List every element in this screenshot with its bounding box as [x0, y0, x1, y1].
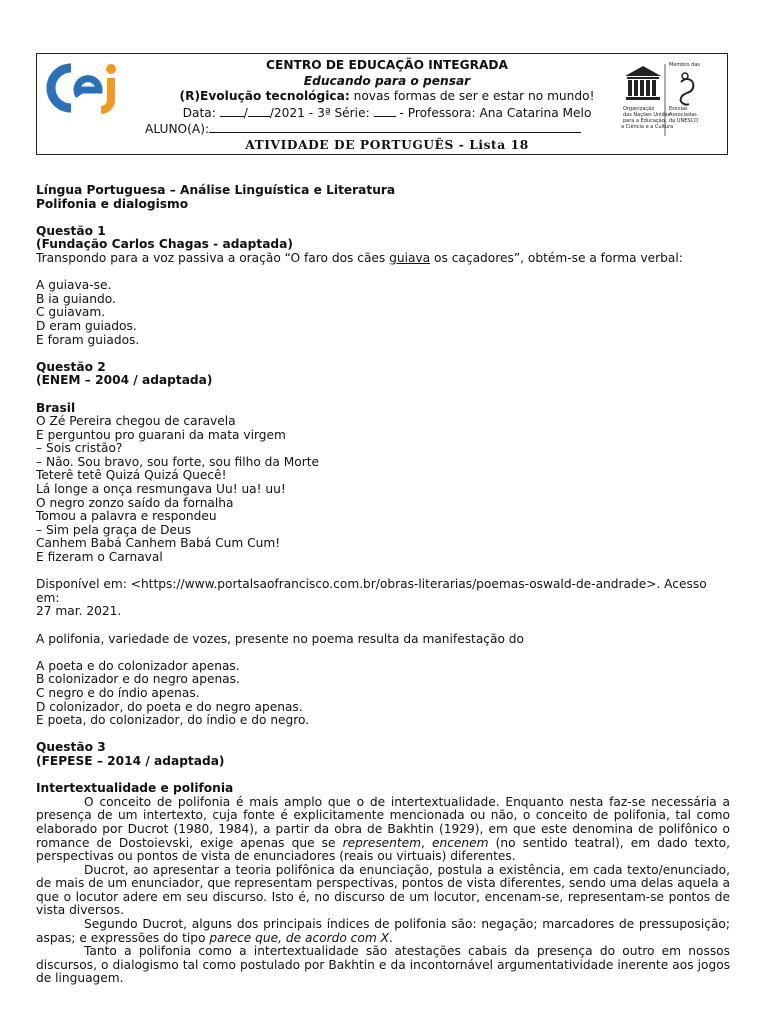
q1-title: Questão 1 [36, 223, 106, 238]
q2-source-line-1: Disponível em: <https://www.portalsaofrancisco.com.br/obras-literarias/poemas-oswald-de-andrade>. Acesso em: [36, 577, 707, 605]
poem-line: – Sim pela graça de Deus [36, 522, 192, 537]
month-field[interactable] [248, 105, 270, 117]
activity-title: ATIVIDADE DE PORTUGUÊS - Lista 18 [245, 137, 529, 152]
q3-p3-a: Segundo Ducrot, alguns dos principais índices de polifonia são: negação; marcadores de pressuposição; aspas; e expressões do tipo [36, 917, 730, 945]
q3-title: Questão 3 [36, 740, 106, 755]
q3-paragraph-2: Ducrot, ao apresentar a teoria polifônica da enunciação, postula a existência, em cada texto/enunciado, de mais de um enunciador, que representam perspectivas, pontos de vista diferentes, sendo uma delas aquela a que o locutor adere em seu discurso. Isto é, no discurso de um locutor, encenam-se, representam-se pontos de vista diversos. [36, 862, 730, 918]
student-label: ALUNO(A): [145, 122, 210, 136]
teacher-name: - Professora: Ana Catarina Melo [395, 105, 592, 120]
q2-source-line-2: 27 mar. 2021. [36, 604, 122, 619]
poem-line: Teterê tetê Quizá Quizá Quecê! [36, 468, 227, 483]
poem-line: Tomou a palavra e respondeu [36, 509, 217, 524]
date-sep: / [243, 105, 248, 120]
q2-title: Questão 2 [36, 359, 106, 374]
year-text: /2021 [269, 105, 305, 120]
poem-line: O negro zonzo saído da fornalha [36, 495, 234, 510]
unesco-school-1: Escolas [669, 106, 688, 112]
unesco-member: Membro das [669, 62, 700, 68]
date-line [137, 105, 637, 122]
q2-option-e[interactable]: E poeta, do colonizador, do índio e do negro. [36, 713, 310, 728]
poem-line: E fizeram o Carnaval [36, 550, 163, 565]
evolution-line [137, 89, 637, 105]
evolution-rest: novas formas de ser e estar no mundo! [349, 89, 595, 103]
q1-option-d[interactable]: D eram guiados. [36, 318, 137, 333]
q1-prompt-pre: Transpondo para a voz passiva a oração “O faro dos cães [36, 250, 390, 265]
unesco-seal [621, 58, 713, 138]
q1-prompt [36, 252, 730, 266]
q2-option-c[interactable]: C negro e do índio apenas. [36, 685, 200, 700]
subject-title: Língua Portuguesa – Análise Linguística e Literatura [36, 183, 396, 197]
day-field[interactable] [220, 105, 244, 117]
serie-field[interactable] [374, 105, 396, 117]
q2-option-d[interactable]: D colonizador, do poeta e do negro apenas. [36, 699, 303, 714]
q2-prompt: A polifonia, variedade de vozes, presente no poema resulta da manifestação do [36, 631, 524, 646]
q3-source: (FEPESE – 2014 / adaptada) [36, 753, 225, 768]
unesco-org-1: Organização [623, 106, 655, 112]
poem-line: Canhem Babá Canhem Babá Cum Cum! [36, 536, 281, 551]
student-field[interactable] [209, 121, 581, 133]
topic-title: Polifonia e dialogismo [36, 196, 189, 211]
poem-line: – Sois cristão? [36, 441, 123, 456]
q1-prompt-post: os caçadores”, obtém-se a forma verbal: [430, 250, 683, 265]
q3-p3-b: . [388, 930, 393, 945]
worksheet-content [36, 184, 730, 986]
q1-option-b[interactable]: B ia guiando. [36, 291, 116, 306]
school-name: CENTRO DE EDUCAÇÃO INTEGRADA [266, 58, 508, 72]
unesco-org-3: para a Educação, [623, 118, 667, 124]
school-header [36, 53, 728, 155]
unesco-org-4: a Ciência e a Cultura [621, 124, 674, 130]
q2-option-b[interactable]: B colonizador e do negro apenas. [36, 672, 240, 687]
q1-option-e[interactable]: E foram guiados. [36, 332, 140, 347]
poem-line: E perguntou pro guarani da mata virgem [36, 427, 286, 442]
school-motto: Educando para o pensar [303, 73, 471, 88]
q1-source: (Fundação Carlos Chagas - adaptada) [36, 237, 293, 252]
q3-p1-italic-1: representem [342, 835, 422, 850]
poem-line: O Zé Pereira chegou de caravela [36, 414, 236, 429]
q3-p1-c: (no sentido teatral), em dado texto, perspectivas ou pontos de vista de enunciadores (reais ou virtuais) diferentes. [36, 835, 730, 864]
evolution-bold: (R)Evolução tecnológica: [179, 89, 350, 103]
q1-option-c[interactable]: C guiavam. [36, 305, 106, 320]
q3-p3-italic: parece que, de acordo com X [209, 930, 389, 945]
student-line [137, 121, 637, 138]
cej-logo [45, 60, 125, 116]
q2-option-a[interactable]: A poeta e do colonizador apenas. [36, 658, 240, 673]
q3-paragraph-1 [36, 796, 730, 864]
poem-title: Brasil [36, 400, 76, 415]
date-label: Data: [182, 105, 216, 120]
poem-line: Lá longe a onça resmungava Uu! ua! uu! [36, 482, 286, 497]
q3-p1-a: O conceito de polifonia é mais amplo que o de intertextualidade. Enquanto nesta faz-se necessária a presença de um intertexto, cuja fonte é explicitamente mencionada ou não, o conceito de polifonia, tal como elaborado por Ducrot (1980, 1984), a partir da obra de Bakhtin (1929), em que este denomina de polifônico o romance de Dostoievski, exige apenas que se [36, 794, 730, 850]
header-text-block [137, 58, 637, 153]
q2-source: (ENEM – 2004 / adaptada) [36, 373, 213, 388]
q1-option-a[interactable]: A guiava-se. [36, 278, 112, 293]
unesco-org-2: das Nações Unidas [623, 112, 671, 118]
q3-paragraph-3 [36, 918, 730, 945]
q3-p1-b: , [421, 835, 432, 850]
q3-text-title: Intertextualidade e polifonia [36, 781, 234, 796]
q1-prompt-underlined: guiava [389, 250, 431, 265]
q3-p1-italic-2: encenem [432, 835, 489, 850]
serie-label: - 3ª Série: [304, 105, 370, 120]
unesco-school-3: da UNESCO [669, 118, 698, 124]
poem-line: – Não. Sou bravo, sou forte, sou filho da Morte [36, 454, 320, 469]
unesco-school-2: Associadas [669, 112, 697, 118]
q3-paragraph-4: Tanto a polifonia como a intertextualidade são atestações cabais da presença do outro em nossos discursos, o dialogismo tal como postulado por Bakhtin e da incontornável argumentatividade inerente aos jogos de linguagem. [36, 944, 730, 986]
